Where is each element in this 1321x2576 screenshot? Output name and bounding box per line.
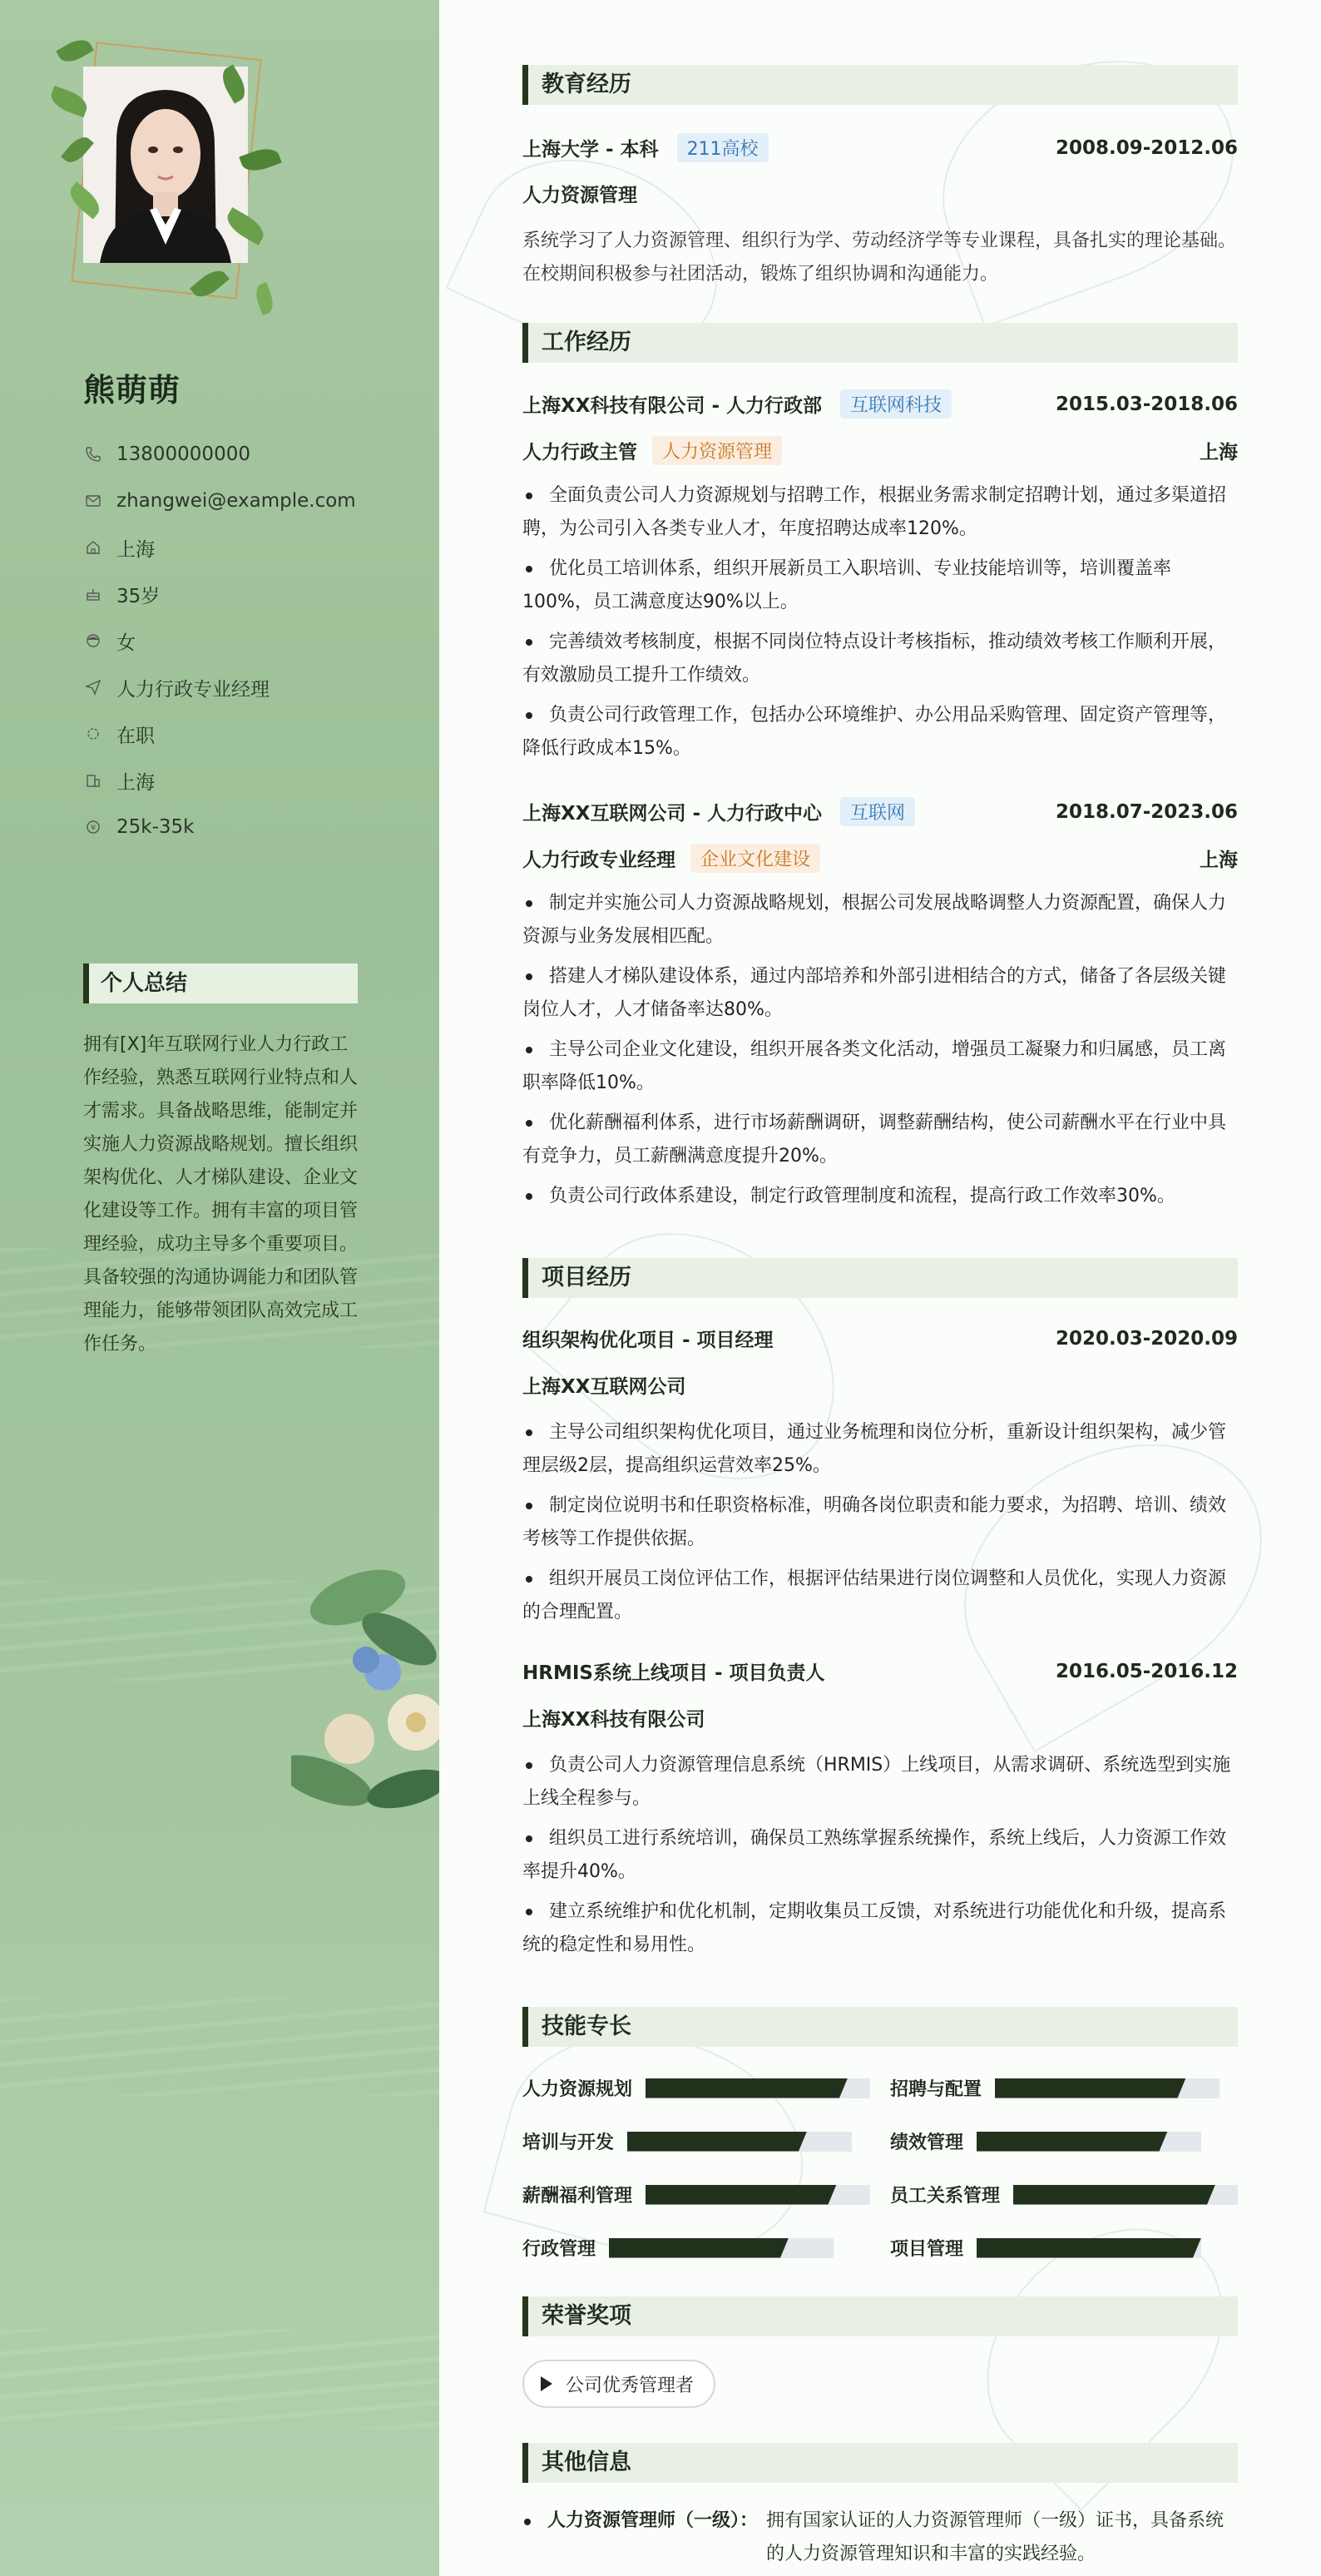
job-bullets	[522, 479, 1238, 772]
salary-icon	[83, 817, 103, 837]
project-period: 2020.03-2020.09	[1055, 1327, 1238, 1350]
skill-item	[890, 2235, 1201, 2261]
skill-bar	[627, 2132, 852, 2152]
list-item: 主导公司组织架构优化项目，通过业务梳理和岗位分析，重新设计组织架构，减少管理层级2层，提高组织运营效率25%。	[522, 1416, 1238, 1483]
skill-name: 人力资源规划	[522, 2079, 633, 2100]
list-item: 组织开展员工岗位评估工作，根据评估结果进行岗位调整和人员优化，实现人力资源的合理配置。	[522, 1563, 1238, 1629]
water-texture	[0, 1997, 439, 2097]
candidate-name: 熊萌萌	[83, 372, 181, 409]
project-company: 上海XX互联网公司	[522, 1376, 686, 1398]
contact-salary	[83, 804, 356, 850]
list-item: 负责公司行政管理工作，包括办公环境维护、办公用品采购管理、固定资产管理等，降低行政成本15%。	[522, 699, 1238, 765]
skill-item	[522, 2128, 852, 2154]
job-period: 2015.03-2018.06	[1055, 393, 1238, 415]
list-item: 搭建人才梯队建设体系，通过内部培养和外部引进相结合的方式，储备了各层级关键岗位人才，人才储备率达80%。	[522, 960, 1238, 1027]
project-header	[522, 1657, 1238, 1685]
contact-text: 女	[116, 632, 136, 654]
skill-item	[890, 2128, 1201, 2154]
list-item: 优化薪酬福利体系，进行市场薪酬调研，调整薪酬结构，使公司薪酬水平在行业中具有竞争力，员工薪酬满意度提升20%。	[522, 1107, 1238, 1173]
job-city: 上海	[1200, 442, 1238, 463]
skill-bar	[609, 2238, 834, 2258]
education-period: 2008.09-2012.06	[1055, 136, 1238, 159]
skill-fill	[977, 2132, 1168, 2152]
skill-bar	[977, 2132, 1201, 2152]
list-item: 建立系统维护和优化机制，定期收集员工反馈，对系统进行功能优化和升级，提高系统的稳定性和易用性。	[522, 1895, 1238, 1962]
list-item: 主导公司企业文化建设，组织开展各类文化活动，增强员工凝聚力和归属感，员工离职率降低10%。	[522, 1033, 1238, 1100]
cake-icon	[83, 584, 103, 604]
skill-item	[890, 2182, 1238, 2207]
company-name: 上海XX互联网公司 - 人力行政中心	[522, 803, 823, 825]
leaf-decoration	[252, 282, 276, 315]
industry-tag: 互联网	[840, 797, 915, 826]
list-item: 制定并实施公司人力资源战略规划，根据公司发展战略调整人力资源配置，确保人力资源与业务发展相匹配。	[522, 887, 1238, 954]
skill-name: 培训与开发	[522, 2133, 615, 2153]
main-content	[439, 0, 1321, 2576]
contact-text: 上海	[116, 538, 155, 561]
education-header	[522, 133, 1238, 162]
other-label: 人力资源管理师（一级）：	[547, 2510, 759, 2531]
contact-address	[83, 524, 356, 571]
skill-fill	[1013, 2185, 1215, 2205]
summary-heading: 个人总结	[83, 964, 358, 1003]
contact-text: 上海	[116, 771, 155, 794]
other-info	[522, 2504, 1238, 2571]
status-icon	[83, 724, 103, 744]
skill-name: 绩效管理	[890, 2133, 964, 2153]
project-bullets	[522, 1416, 1238, 1636]
skill-item	[890, 2075, 1220, 2101]
water-texture	[0, 2330, 439, 2430]
projects-heading: 项目经历	[522, 1258, 1238, 1298]
education-major-row	[522, 180, 1238, 207]
send-icon	[83, 677, 103, 697]
skill-name: 薪酬福利管理	[522, 2186, 633, 2207]
svg-text:¥: ¥	[90, 824, 96, 833]
job-role: 人力行政专业经理	[522, 850, 675, 871]
skill-name: 员工关系管理	[890, 2186, 1001, 2207]
profile-photo	[83, 67, 248, 263]
contact-phone	[83, 431, 356, 478]
other-heading: 其他信息	[522, 2443, 1238, 2483]
contact-text: 35岁	[116, 585, 161, 607]
contact-status	[83, 711, 356, 757]
skill-fill	[627, 2132, 807, 2152]
education-desc: 系统学习了人力资源管理、组织行为学、劳动经济学等专业课程，具备扎实的理论基础。在校期间积极参与社团活动，锻炼了组织协调和沟通能力。	[522, 230, 1237, 285]
summary-text: 拥有[X]年互联网行业人力行政工作经验，熟悉互联网行业特点和人才需求。具备战略思维，能制定并实施人力资源战略规划。擅长组织架构优化、人才梯队建设、企业文化建设等工作。拥有丰富的项目管理经验，成功主导多个重要项目。具备较强的沟通协调能力和团队管理能力，能够带领团队高效完成工作任务。	[83, 1034, 359, 1355]
skill-item	[522, 2235, 834, 2261]
play-icon	[541, 2376, 552, 2391]
job-role: 人力行政主管	[522, 442, 637, 463]
contact-text: 在职	[116, 725, 155, 747]
project-period: 2016.05-2016.12	[1055, 1660, 1238, 1682]
project-company-row	[522, 1704, 1238, 1731]
job-role-row	[522, 844, 1238, 873]
project-company-row	[522, 1371, 1238, 1399]
skills-heading: 技能专长	[522, 2007, 1238, 2047]
leaf-decoration	[56, 34, 94, 67]
job-role-row	[522, 436, 1238, 465]
project-header	[522, 1325, 1238, 1352]
contact-list	[83, 431, 356, 850]
skill-bar	[1013, 2185, 1238, 2205]
list-item: 优化员工培训体系，组织开展新员工入职培训、专业技能培训等，培训覆盖率100%，员工满意度达90%以上。	[522, 552, 1238, 619]
skill-item	[522, 2075, 870, 2101]
education-heading: 教育经历	[522, 65, 1238, 105]
skill-bar	[646, 2078, 870, 2098]
work-heading: 工作经历	[522, 323, 1238, 363]
contact-text: 人力行政专业经理	[116, 678, 270, 701]
skill-name: 行政管理	[522, 2239, 596, 2260]
major: 人力资源管理	[522, 185, 637, 206]
skill-fill	[977, 2238, 1201, 2258]
school-name: 上海大学 - 本科	[522, 139, 659, 161]
project-name: HRMIS系统上线项目 - 项目负责人	[522, 1662, 825, 1684]
list-item: 完善绩效考核制度，根据不同岗位特点设计考核指标，推动绩效考核工作顺利开展，有效激励员工提升工作绩效。	[522, 626, 1238, 692]
contact-text: 25k-35k	[116, 816, 195, 838]
other-text: 拥有国家认证的人力资源管理师（一级）证书，具备系统的人力资源管理知识和丰富的实践经验。	[766, 2510, 1225, 2564]
skill-fill	[646, 2185, 837, 2205]
flower-decoration	[291, 1548, 439, 1814]
job-city: 上海	[1200, 850, 1238, 871]
job-period: 2018.07-2023.06	[1055, 800, 1238, 823]
list-item: 负责公司行政体系建设，制定行政管理制度和流程，提高行政工作效率30%。	[522, 1180, 1238, 1213]
contact-email	[83, 478, 356, 524]
skill-bar	[995, 2078, 1220, 2098]
company-name: 上海XX科技有限公司 - 人力行政部	[522, 395, 823, 417]
project-bullets	[522, 1749, 1238, 1969]
skill-bar	[977, 2238, 1201, 2258]
skill-fill	[646, 2078, 848, 2098]
skill-fill	[609, 2238, 789, 2258]
project-name: 组织架构优化项目 - 项目经理	[522, 1330, 774, 1351]
contact-age	[83, 571, 356, 617]
skill-bar	[646, 2185, 870, 2205]
contact-city	[83, 757, 356, 804]
honors-heading: 荣誉奖项	[522, 2296, 1238, 2336]
project-company: 上海XX科技有限公司	[522, 1709, 705, 1731]
award-badge	[522, 2360, 715, 2408]
building-icon	[83, 770, 103, 790]
role-tag: 人力资源管理	[652, 436, 782, 465]
list-item: 全面负责公司人力资源规划与招聘工作，根据业务需求制定招聘计划，通过多渠道招聘，为公司引入各类专业人才，年度招聘达成率120%。	[522, 479, 1238, 546]
skill-fill	[995, 2078, 1186, 2098]
role-tag: 企业文化建设	[690, 844, 820, 873]
skill-name: 项目管理	[890, 2239, 964, 2260]
mail-icon	[83, 491, 103, 511]
home-icon	[83, 537, 103, 557]
award-name: 公司优秀管理者	[566, 2375, 695, 2396]
sidebar	[0, 0, 439, 2576]
contact-position	[83, 664, 356, 711]
industry-tag: 互联网科技	[840, 389, 952, 419]
school-tag: 211高校	[677, 133, 769, 162]
contact-text: zhangwei@example.com	[116, 490, 356, 512]
list-item: 制定岗位说明书和任职资格标准，明确各岗位职责和能力要求，为招聘、培训、绩效考核等工作提供依据。	[522, 1489, 1238, 1556]
job-header	[522, 797, 1238, 826]
skill-item	[522, 2182, 870, 2207]
list-item: 负责公司人力资源管理信息系统（HRMIS）上线项目，从需求调研、系统选型到实施上线全程参与。	[522, 1749, 1238, 1816]
job-header	[522, 389, 1238, 419]
bullet-dot	[524, 2519, 531, 2525]
job-bullets	[522, 887, 1238, 1220]
avatar	[50, 25, 275, 324]
gender-icon	[83, 631, 103, 651]
contact-text: 13800000000	[116, 443, 250, 465]
skill-name: 招聘与配置	[890, 2079, 982, 2100]
contact-gender	[83, 617, 356, 664]
list-item: 组织员工进行系统培训，确保员工熟练掌握系统操作，系统上线后，人力资源工作效率提升40%。	[522, 1822, 1238, 1889]
phone-icon	[83, 444, 103, 464]
